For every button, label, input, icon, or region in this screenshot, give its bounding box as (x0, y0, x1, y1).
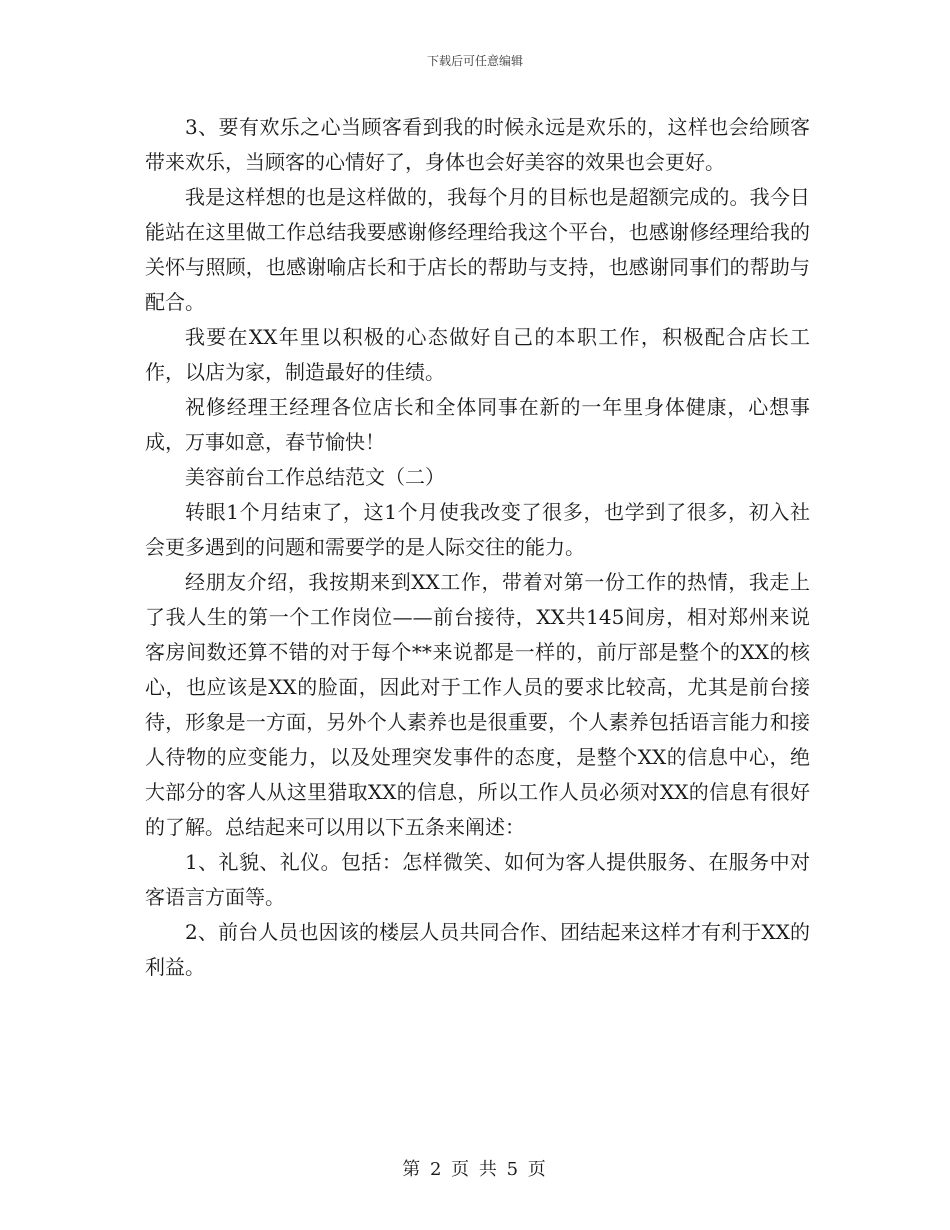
paragraph-1: 3、要有欢乐之心当顾客看到我的时候永远是欢乐的，这样也会给顾客带来欢乐，当顾客的心情好了，身体也会好美容的效果也会更好。 (145, 115, 810, 174)
paragraph-4: 祝修经理王经理各位店长和全体同事在新的一年里身体健康，心想事成，万事如意，春节愉快！ (145, 395, 810, 454)
page-number: 第 2 页 共 5 页 (402, 1159, 548, 1180)
page-header-note: 下载后可任意编辑 (426, 54, 523, 68)
section-title: 美容前台工作总结范文（二） (185, 465, 445, 489)
paragraph-2: 我是这样想的也是这样做的，我每个月的目标也是超额完成的。我今日能站在这里做工作总结我要感谢修经理给我这个平台，也感谢修经理给我的关怀与照顾，也感谢喻店长和于店长的帮助与支持，也感谢同事们的帮助与配合。 (145, 185, 810, 314)
paragraph-5: 转眼1个月结束了，这1个月使我改变了很多，也学到了很多，初入社会更多遇到的问题和需要学的是人际交往的能力。 (145, 500, 810, 559)
paragraph-8: 2、前台人员也因该的楼层人员共同合作、团结起来这样才有利于XX的利益。 (145, 920, 810, 979)
document-body (145, 110, 810, 985)
paragraph-7: 1、礼貌、礼仪。包括：怎样微笑、如何为客人提供服务、在服务中对客语言方面等。 (145, 850, 810, 909)
paragraph-6: 经朋友介绍，我按期来到XX工作，带着对第一份工作的热情，我走上了我人生的第一个工作岗位——前台接待，XX共145间房，相对郑州来说客房间数还算不错的对于每个**来说都是一样的，前厅部是整个的XX的核心，也应该是XX的脸面，因此对于工作人员的要求比较高，尤其是前台接待，形象是一方面，另外个人素养也是很重要，个人素养包括语言能力和接人待物的应变能力，以及处理突发事件的态度，是整个XX的信息中心，绝大部分的客人从这里猎取XX的信息，所以工作人员必须对XX的信息有很好的了解。总结起来可以用以下五条来阐述： (145, 570, 810, 839)
paragraph-3: 我要在XX年里以积极的心态做好自己的本职工作，积极配合店长工作，以店为家，制造最好的佳绩。 (145, 325, 810, 384)
